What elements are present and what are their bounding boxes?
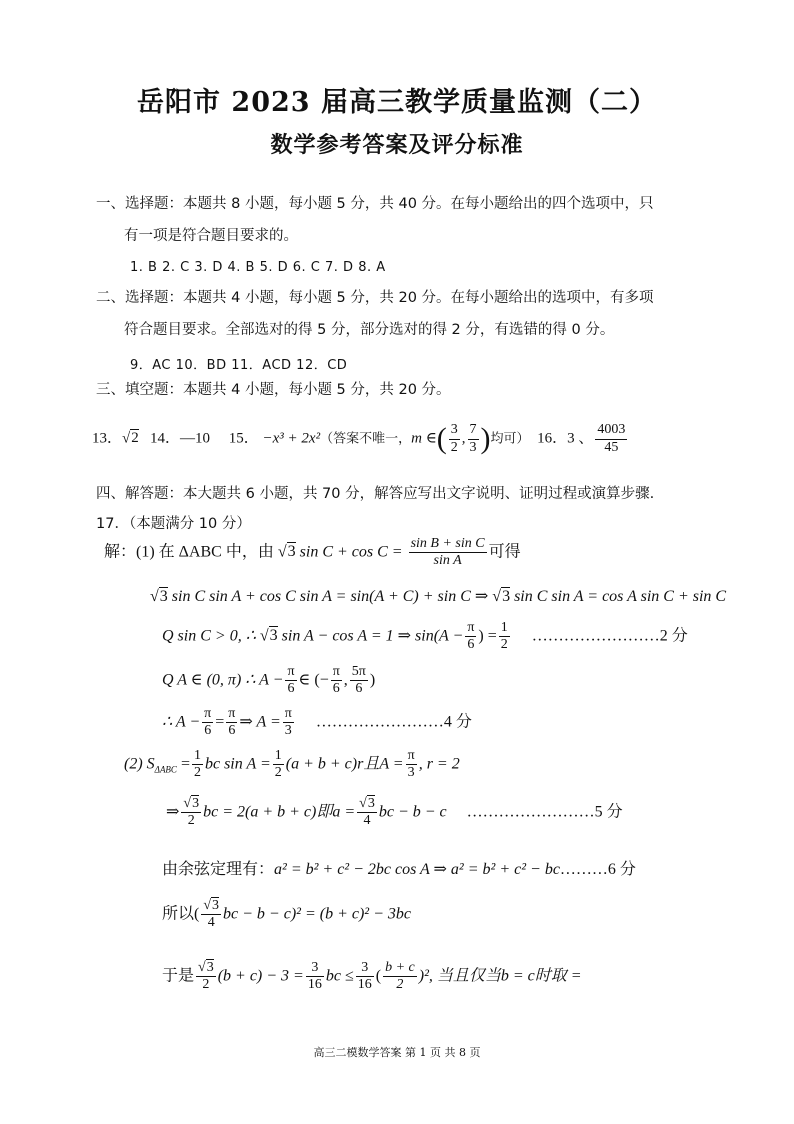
q15-frac1: $\frac{3}{2}$ <box>450 422 458 455</box>
q16-fraction: $\frac{4003}{45}$ <box>597 422 626 455</box>
page-footer: 高三二模数学答案 第 1 页 共 8 页 <box>313 1046 481 1059</box>
q13-label: 13． <box>92 430 123 447</box>
score-2: ……………………2 分 <box>531 627 688 645</box>
solution-line-9: 所以( $\frac{√3}{4}$ bc − b − c)² = (b + c)² − 3bc <box>162 898 411 931</box>
solution-line-8: 由余弦定理有：a² = b² + c² − 2bc cos A ⇒ a² = b² + c² − bc………6 分 <box>162 861 636 878</box>
solution-line-4: Q A ∈ (0, π) ∴ A − $\frac{\pi}{6}$ ∈ (− $\frac{\pi}{6}$ , $\frac{5\pi}{6}$ ) <box>162 664 376 697</box>
section1-answers: 1. B 2. C 3. D 4. B 5. D 6. C 7. D 8. A <box>130 260 386 275</box>
section2-line2: 符合题目要求。全部选对的得 5 分，部分选对的得 2 分，有选错的得 0 分。 <box>124 322 615 338</box>
q16-label: 16． <box>537 430 568 447</box>
solution-line-2: √3 sin C sin A + cos C sin A = sin(A + C) + sin C ⇒ √3 sin C sin A = cos A sin C + sin C <box>150 588 727 605</box>
section2-answers: 9．AC 10．BD 11．ACD 12．CD <box>130 358 348 373</box>
section3-line1: 三、填空题：本题共 4 小题，每小题 5 分，共 20 分。 <box>96 382 451 398</box>
solution-line-3: Q sin C > 0, ∴ √3 sin A − cos A = 1 ⇒ sin(A − $\frac{\pi}{6}$ ) = $\frac{1}{2}$ ……………………2 分 <box>162 620 688 653</box>
q15-note-a: （答案不唯一， <box>320 430 412 446</box>
q15-frac2: $\frac{7}{3}$ <box>469 422 477 455</box>
q17-heading: 17．（本题满分 10 分） <box>96 516 251 532</box>
q14-answer: 14．—10 <box>150 430 211 447</box>
section1-line2: 有一项是符合题目要求的。 <box>124 228 298 244</box>
section2-line1: 二、选择题：本题共 4 小题，每小题 5 分，共 20 分。在每小题给出的选项中，有多项 <box>96 290 654 306</box>
q15-label: 15． <box>228 430 259 447</box>
q15-note-b: 均可） <box>490 430 530 446</box>
q15-expression: −x³ + 2x² <box>262 430 321 447</box>
page-subtitle: 数学参考答案及评分标准 <box>270 132 524 158</box>
solution-line-10: 于是 $\frac{√3}{2}$ (b + c) − 3 = $\frac{3}{16}$ bc ≤ $\frac{3}{16}$ ( $\frac{b + c}{2}$ )², 当且仅当b = c时取 = <box>162 960 582 993</box>
solution-line-6: (2) $S_{\Delta ABC}$ = $\frac{1}{2}$ bc sin A = $\frac{1}{2}$ (a + b + c)r且A = $\frac{\pi}{3}$ , r = 2 <box>124 748 460 781</box>
page-title: 岳阳市 2023 届高三教学质量监测（二） <box>137 87 657 118</box>
q16-value: 3 、 <box>567 430 594 447</box>
solution-line-7: ⇒ $\frac{√3}{2}$ bc = 2(a + b + c)即a = $\frac{√3}{4}$ bc − b − c ……………………5 分 <box>166 796 623 829</box>
fill-in-answers: 13．√2 14．—10 15． −x³ + 2x²（答案不唯一，m ∈( $\frac{3}{2}$ , $\frac{7}{3}$ )均可） 16．3 、 $\frac{4003}{45}$ <box>92 422 626 455</box>
section4-line1: 四、解答题：本大题共 6 小题，共 70 分，解答应写出文字说明、证明过程或演算步骤. <box>96 486 655 502</box>
q13-value: 2 <box>131 430 139 447</box>
score-6: ………6 分 <box>559 861 636 878</box>
score-4: ……………………4 分 <box>315 713 472 731</box>
section1-line1: 一、选择题：本题共 8 小题，每小题 5 分，共 40 分。在每小题给出的四个选项中，只 <box>96 196 654 212</box>
solution-line-1: 解：(1) 在 ΔABC 中，由 √3 sin C + cos C = $\frac{\text{sin B + sin C}}{\text{sin A}}$ 可得 <box>104 536 521 569</box>
q15-m: m ∈ <box>411 430 437 447</box>
solution-line-5: ∴ A − $\frac{\pi}{6}$ = $\frac{\pi}{6}$ ⇒ A = $\frac{\pi}{3}$ ……………………4 分 <box>162 706 472 739</box>
score-5: ……………………5 分 <box>466 803 623 821</box>
